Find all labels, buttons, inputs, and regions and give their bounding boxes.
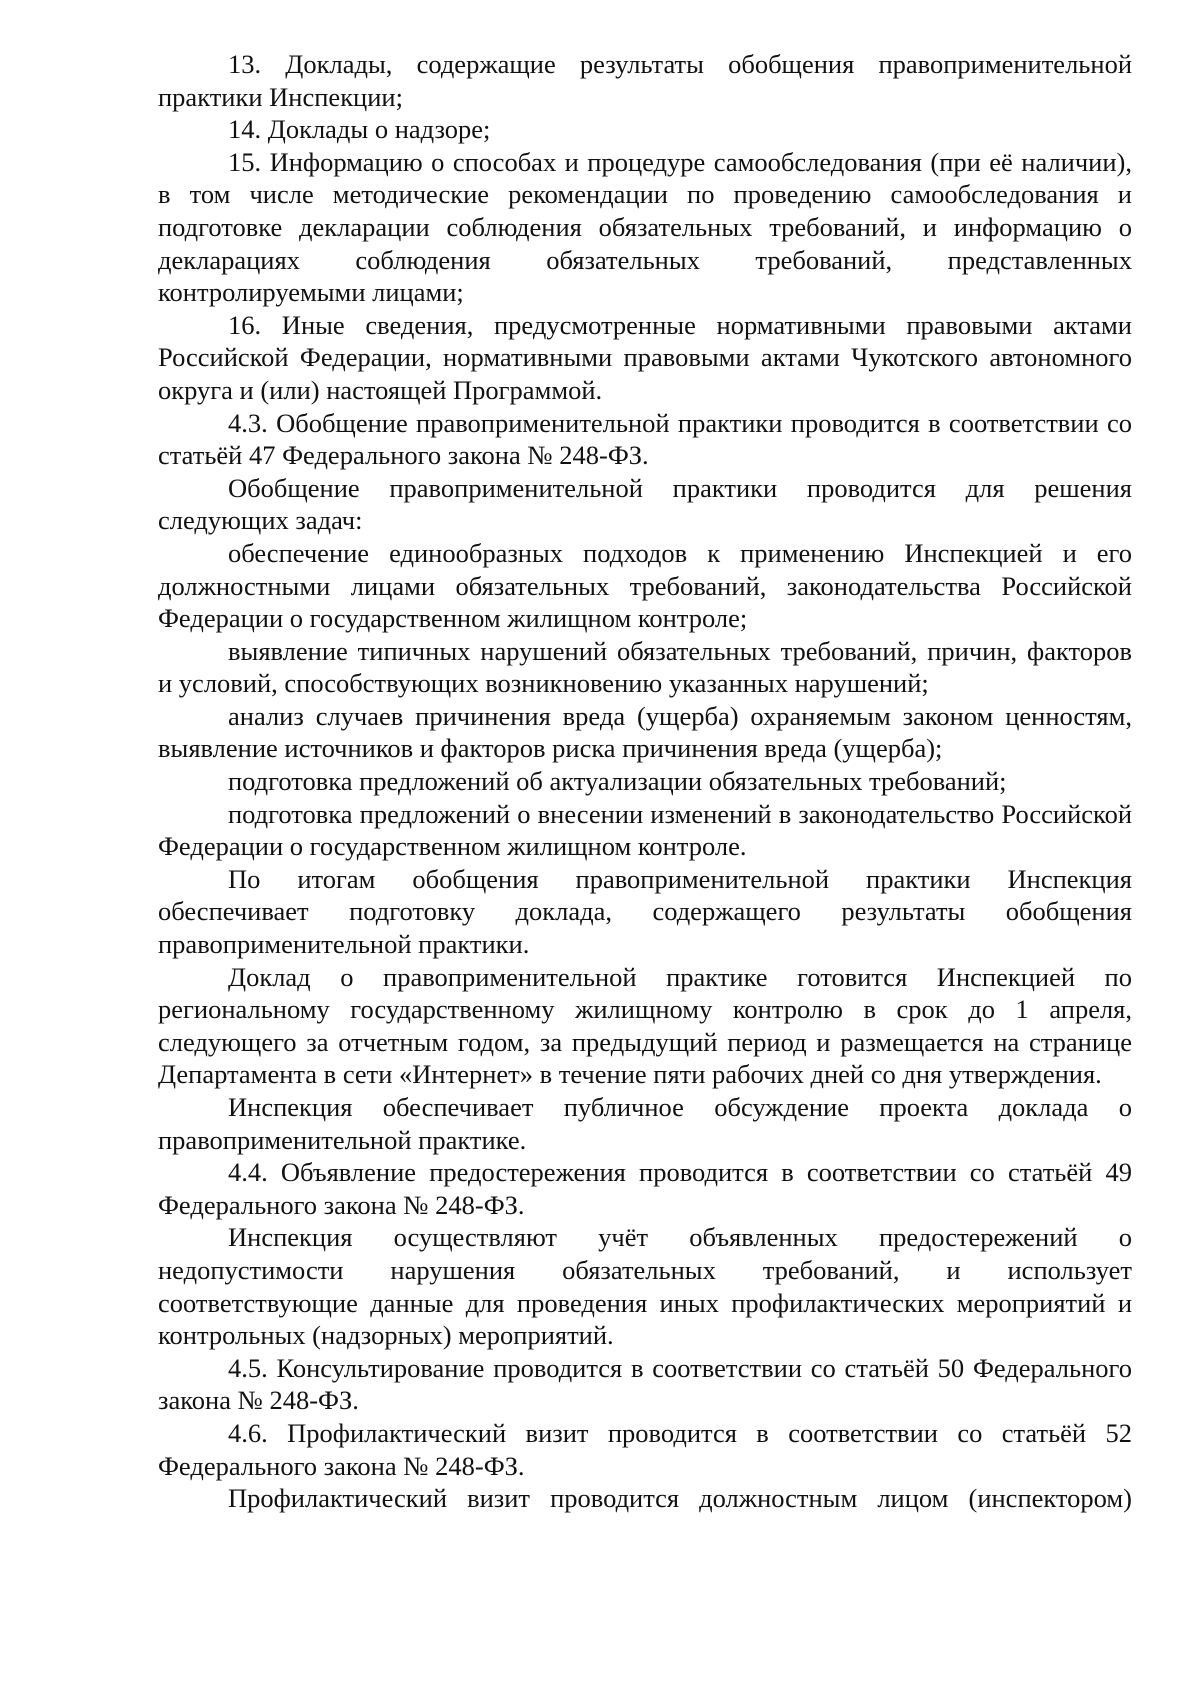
task-update-requirements: подготовка предложений об актуализации обязательных требований; (228, 766, 1007, 797)
paragraph-report-deadline: Доклад о правоприменительной практике готовится Инспекцией по региональному государственному жилищному контролю в срок до 1 апреля, следующего за отчетным годом, за предыдущий период и размещается на странице Департамента в сети «Интернет» в течение пяти рабочих дней со дня утверждения. (158, 961, 1132, 1090)
paragraph-generalization-tasks: Обобщение правоприменительной практики проводится для решения следующих задач: (158, 472, 1132, 536)
paragraph-public-discussion: Инспекция обеспечивает публичное обсуждение проекта доклада о правоприменительной практике. (158, 1092, 1132, 1155)
paragraph-4-4: 4.4. Объявление предостережения проводится в соответствии со статьёй 49 Федерального закона № 248-ФЗ. (158, 1157, 1132, 1220)
paragraph-warnings-record: Инспекция осуществляют учёт объявленных предостережений о недопустимости нарушения обязательных требований, и использует соответствующие данные для проведения иных профилактических мероприятий и контрольных (надзорных) мероприятий. (158, 1222, 1132, 1351)
paragraph-4-3: 4.3. Обобщение правоприменительной практики проводится в соответствии со статьёй 47 Федерального закона № 248-ФЗ. (158, 407, 1132, 471)
paragraph-4-6: 4.6. Профилактический визит проводится в соответствии со статьёй 52 Федерального закона № 248-ФЗ. (158, 1417, 1132, 1481)
paragraph-15: 15. Информацию о способах и процедуре самообследования (при её наличии), в том числе методические рекомендации по проведению самообследования и подготовке декларации соблюдения обязательных требований, и информацию о декларациях соблюдения обязательных требований, представленных контролируемыми лицами; (158, 146, 1132, 308)
task-uniform-approaches: обеспечение единообразных подходов к применению Инспекцией и его должностными лицами обязательных требований, законодательства Российской Федерации о государственном жилищном контроле; (158, 537, 1132, 634)
task-legislation-changes: подготовка предложений о внесении изменений в законодательство Российской Федерации о государственном жилищном контроле. (158, 798, 1132, 862)
task-harm-analysis: анализ случаев причинения вреда (ущерба) охраняемым законом ценностям, выявление источников и факторов риска причинения вреда (ущерба); (158, 700, 1132, 764)
paragraph-14: 14. Доклады о надзоре; (228, 114, 491, 145)
paragraph-13: 13. Доклады, содержащие результаты обобщения правоприменительной практики Инспекции; (158, 49, 1132, 112)
paragraph-16: 16. Иные сведения, предусмотренные нормативными правовыми актами Российской Федерации, нормативными правовыми актами Чукотского автономного округа и (или) настоящей Программой. (158, 309, 1132, 405)
paragraph-preventive-visit: Профилактический визит проводится должностным лицом (инспектором) (228, 1483, 1132, 1514)
paragraph-4-5: 4.5. Консультирование проводится в соответствии со статьёй 50 Федерального закона № 248-ФЗ. (158, 1352, 1132, 1416)
task-typical-violations: выявление типичных нарушений обязательных требований, причин, факторов и условий, способствующих возникновению указанных нарушений; (158, 635, 1132, 699)
paragraph-report-preparation: По итогам обобщения правоприменительной практики Инспекция обеспечивает подготовку доклада, содержащего результаты обобщения правоприменительной практики. (158, 863, 1132, 960)
